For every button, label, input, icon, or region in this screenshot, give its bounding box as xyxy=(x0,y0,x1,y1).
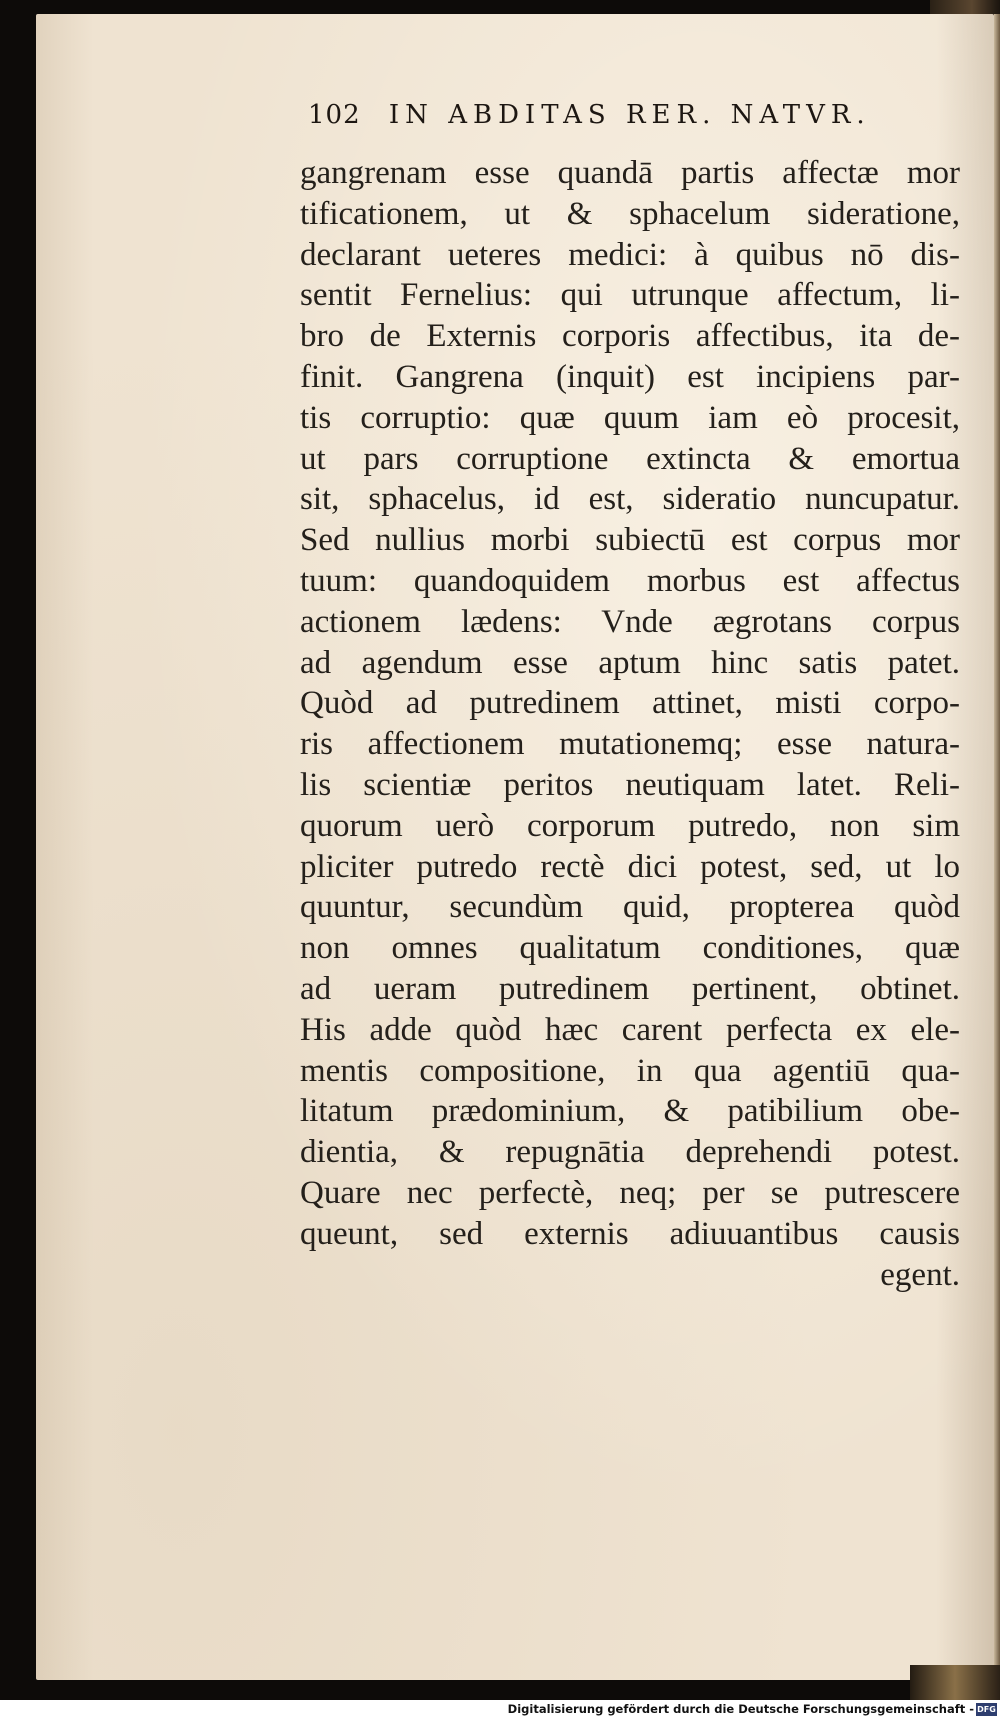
text-line: sit, sphacelus, id est, sideratio nuncupatur. xyxy=(300,481,960,518)
text-line: tuum: quandoquidem morbus est affectus xyxy=(300,562,960,599)
page-number: 102 xyxy=(308,100,361,130)
text-line: ad ueram putredinem pertinent, obtinet. xyxy=(300,970,960,1007)
funding-credit: Digitalisierung gefördert durch die Deutsche Forschungsgemeinschaft - xyxy=(507,1702,974,1716)
text-line: quuntur, secundùm quid, propterea quòd xyxy=(300,889,960,926)
dfg-logo: DFG xyxy=(977,1705,996,1714)
text-line: bro de Externis corporis affectibus, ita de- xyxy=(300,318,960,355)
text-line: tificationem, ut & sphacelum sideratione, xyxy=(300,195,960,232)
text-line: pliciter putredo rectè dici potest, sed, ut lo xyxy=(300,848,960,885)
body-text xyxy=(300,153,960,1295)
text-line: finit. Gangrena (inquit) est incipiens par- xyxy=(300,358,960,395)
text-line: mentis compositione, in qua agentiū qua- xyxy=(300,1052,960,1089)
text-line: ris affectionem mutationemq; esse natura- xyxy=(300,726,960,763)
running-title: IN ABDITAS RER. NATVR. xyxy=(388,100,871,130)
text-line: ad agendum esse aptum hinc satis patet. xyxy=(300,644,960,681)
text-line: quorum uerò corporum putredo, non sim xyxy=(300,807,960,844)
text-line: litatum prædominium, & patibilium obe- xyxy=(300,1093,960,1130)
text-line: queunt, sed externis adiuuantibus causis xyxy=(300,1215,960,1252)
text-line: Sed nullius morbi subiectū est corpus mor xyxy=(300,522,960,559)
text-line: non omnes qualitatum conditiones, quæ xyxy=(300,930,960,967)
text-line: lis scientiæ peritos neutiquam latet. Reli- xyxy=(300,766,960,803)
text-line: actionem lædens: Vnde ægrotans corpus xyxy=(300,603,960,640)
text-line: declarant ueteres medici: à quibus nō dis- xyxy=(300,236,960,273)
text-line: ut pars corruptione extincta & emortua xyxy=(300,440,960,477)
text-line: His adde quòd hæc carent perfecta ex ele- xyxy=(300,1011,960,1048)
text-line: Quare nec perfectè, neq; per se putrescere xyxy=(300,1174,960,1211)
book-spine-bottom xyxy=(910,1665,1000,1701)
digitization-footer xyxy=(0,1700,1000,1720)
text-line: dientia, & repugnātia deprehendi potest. xyxy=(300,1134,960,1171)
text-line: sentit Fernelius: qui utrunque affectum, li- xyxy=(300,277,960,314)
text-line: tis corruptio: quæ quum iam eò procesit, xyxy=(300,399,960,436)
page-edge xyxy=(994,14,1000,1680)
text-line: Quòd ad putredinem attinet, misti corpo- xyxy=(300,685,960,722)
running-header xyxy=(308,100,948,130)
catchword: egent. xyxy=(880,1256,960,1293)
text-line: gangrenam esse quandā partis affectæ mor xyxy=(300,155,960,191)
